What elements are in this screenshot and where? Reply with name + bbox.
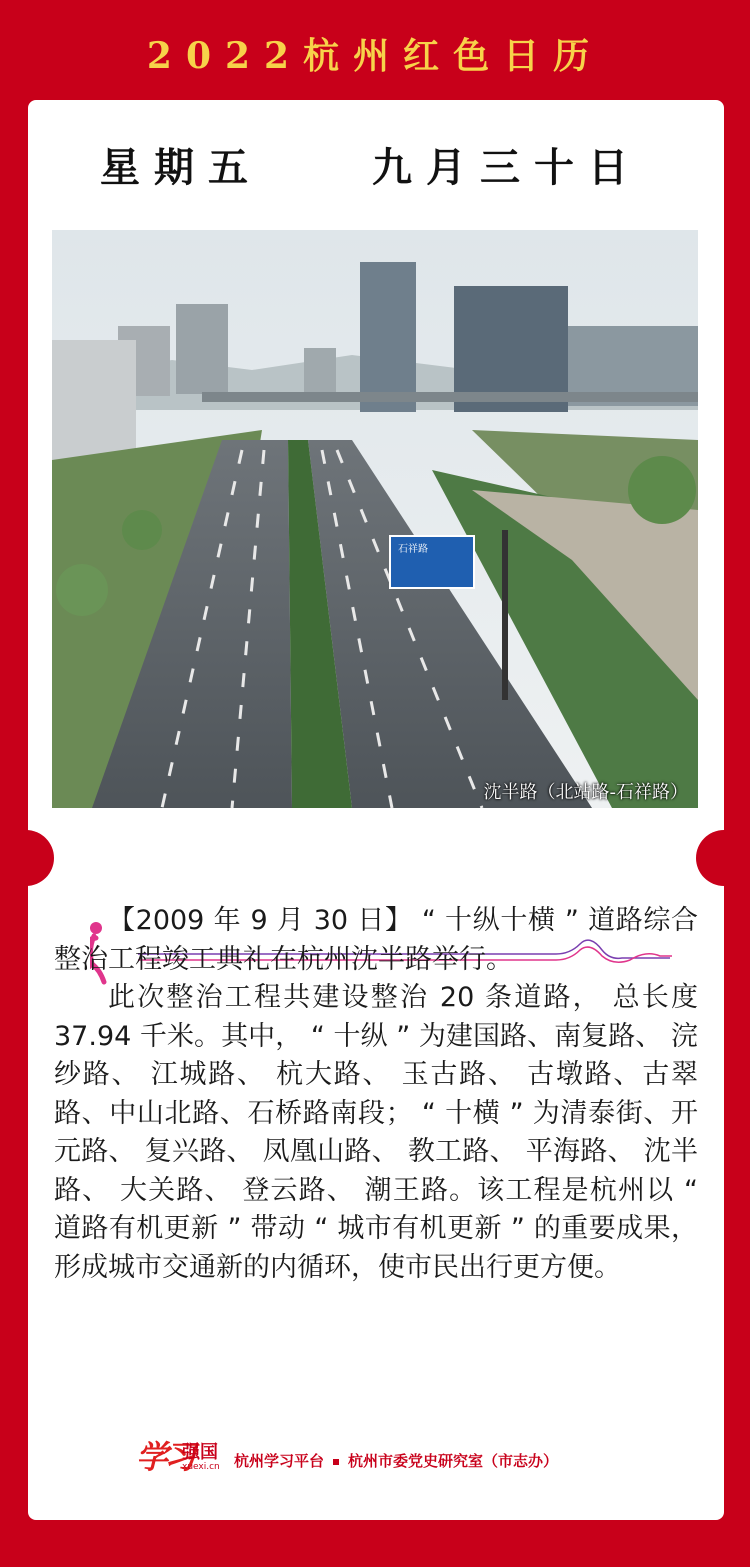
- left-notch: [0, 830, 54, 886]
- weekday-label: 星期五: [100, 144, 262, 191]
- footer: [136, 1432, 636, 1492]
- footer-organization: 杭州市委党史研究室（市志办）: [348, 1452, 559, 1470]
- footer-credits: [234, 1450, 558, 1471]
- xuexi-logo: [136, 1432, 236, 1482]
- article-body: [54, 902, 698, 1287]
- road-photo-illustration: [52, 230, 698, 808]
- article-paragraph: 此次整治工程共建设整治 20 条道路， 总长度 37.94 千米。其中， “ 十纵 ” 为建国路、南复路、 浣纱路、 江城路、 杭大路、 玉古路、 古墩路、古翠路、中山北路、石桥路南段； “ 十横 ” 为清泰街、开元路、 复兴路、 凤凰山路、 教工路、 平海路、 沈半路、 大关路、 登云路、 潮王路。该工程是杭州以 “ 道路有机更新 ” 带动 “ 城市有机更新 ” 的重要成果， 形成城市交通新的内循环，使市民出行更方便。: [54, 982, 698, 1283]
- page-header-title: 2022杭州红色日历: [146, 35, 604, 77]
- road-photo: [52, 230, 698, 808]
- calendar-card: [28, 100, 724, 1520]
- logo-script: 学习: [136, 1438, 193, 1476]
- separator-dot: [333, 1459, 339, 1465]
- right-notch: [696, 830, 750, 886]
- footer-platform: 杭州学习平台: [234, 1452, 325, 1470]
- photo-caption: 沈半路（北站路-石祥路）: [483, 782, 688, 803]
- sign-text: 石祥路: [398, 544, 428, 555]
- article-paragraph: 【2009 年 9 月 30 日】 “ 十纵十横 ” 道路综合整治工程竣工典礼在杭州沈半路举行。: [54, 905, 698, 975]
- lunar-date-label: 九月三十日: [372, 144, 642, 191]
- logo-mark: 强国: [182, 1442, 218, 1463]
- logo-url: xuexi.cn: [182, 1462, 220, 1472]
- date-row: [28, 136, 724, 196]
